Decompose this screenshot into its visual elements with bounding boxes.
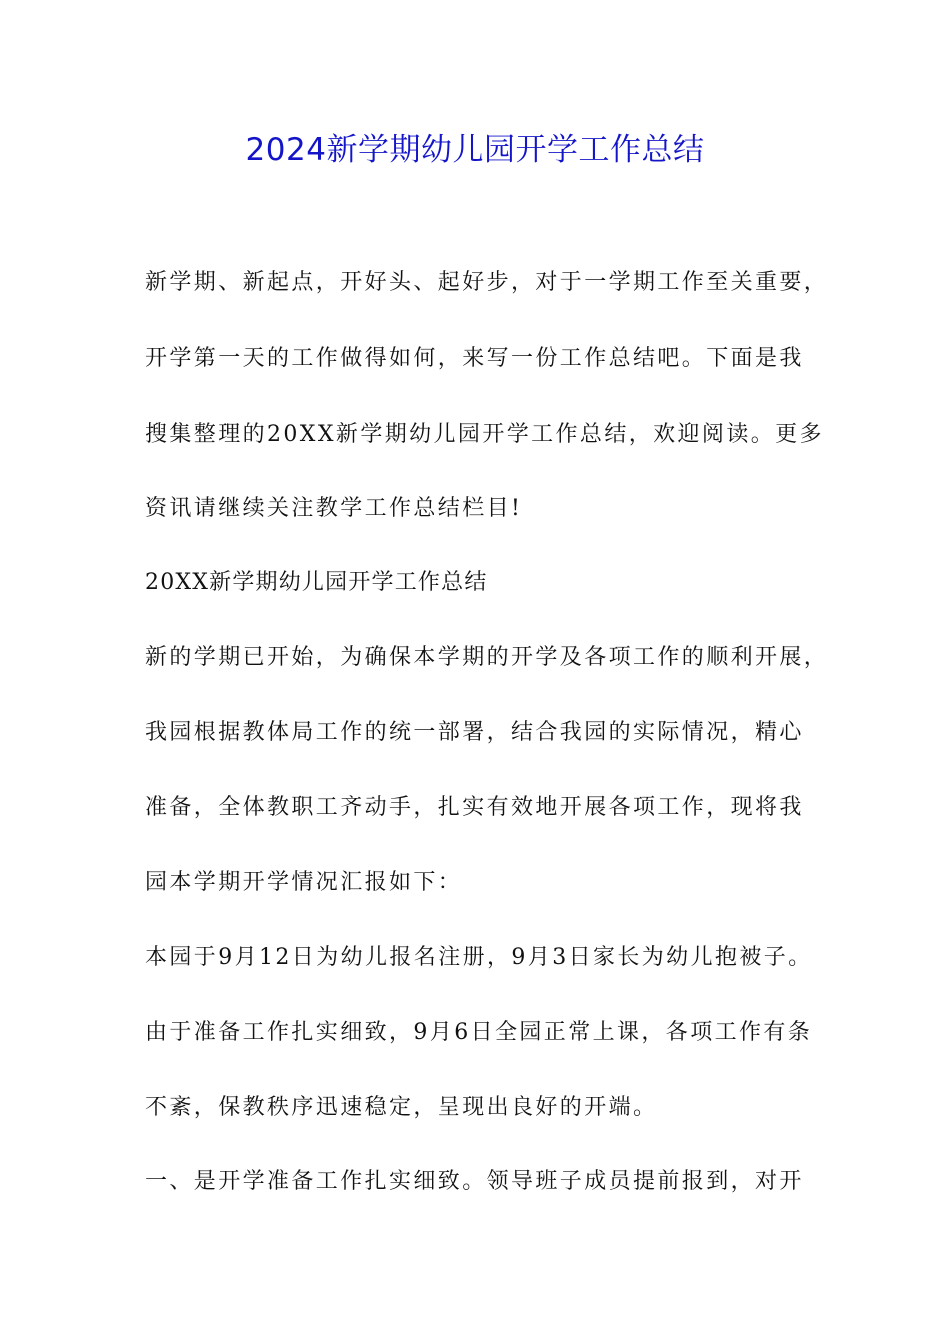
body-line: 由于准备工作扎实细致，9月6日全园正常上课，各项工作有条: [145, 1020, 813, 1045]
body-line: 园本学期开学情况汇报如下：: [145, 870, 463, 895]
body-line: 不紊，保教秩序迅速稳定，呈现出良好的开端。: [145, 1095, 658, 1120]
body-line: 准备，全体教职工齐动手，扎实有效地开展各项工作，现将我: [145, 795, 804, 820]
body-line: 资讯请继续关注教学工作总结栏目!: [145, 496, 523, 521]
body-line: 新学期、新起点，开好头、起好步，对于一学期工作至关重要，: [145, 270, 829, 295]
document-title: 2024新学期幼儿园开学工作总结: [245, 132, 705, 168]
body-line: 一、是开学准备工作扎实细致。领导班子成员提前报到，对开: [145, 1169, 804, 1194]
body-line: 新的学期已开始，为确保本学期的开学及各项工作的顺利开展，: [145, 645, 829, 670]
body-line: 本园于9月12日为幼儿报名注册，9月3日家长为幼儿抱被子。: [145, 945, 813, 970]
section-heading: 20XX新学期幼儿园开学工作总结: [145, 570, 488, 595]
body-line: 搜集整理的20XX新学期幼儿园开学工作总结，欢迎阅读。更多: [145, 422, 824, 447]
body-line: 开学第一天的工作做得如何，来写一份工作总结吧。下面是我: [145, 346, 804, 371]
body-line: 我园根据教体局工作的统一部署，结合我园的实际情况，精心: [145, 720, 804, 745]
